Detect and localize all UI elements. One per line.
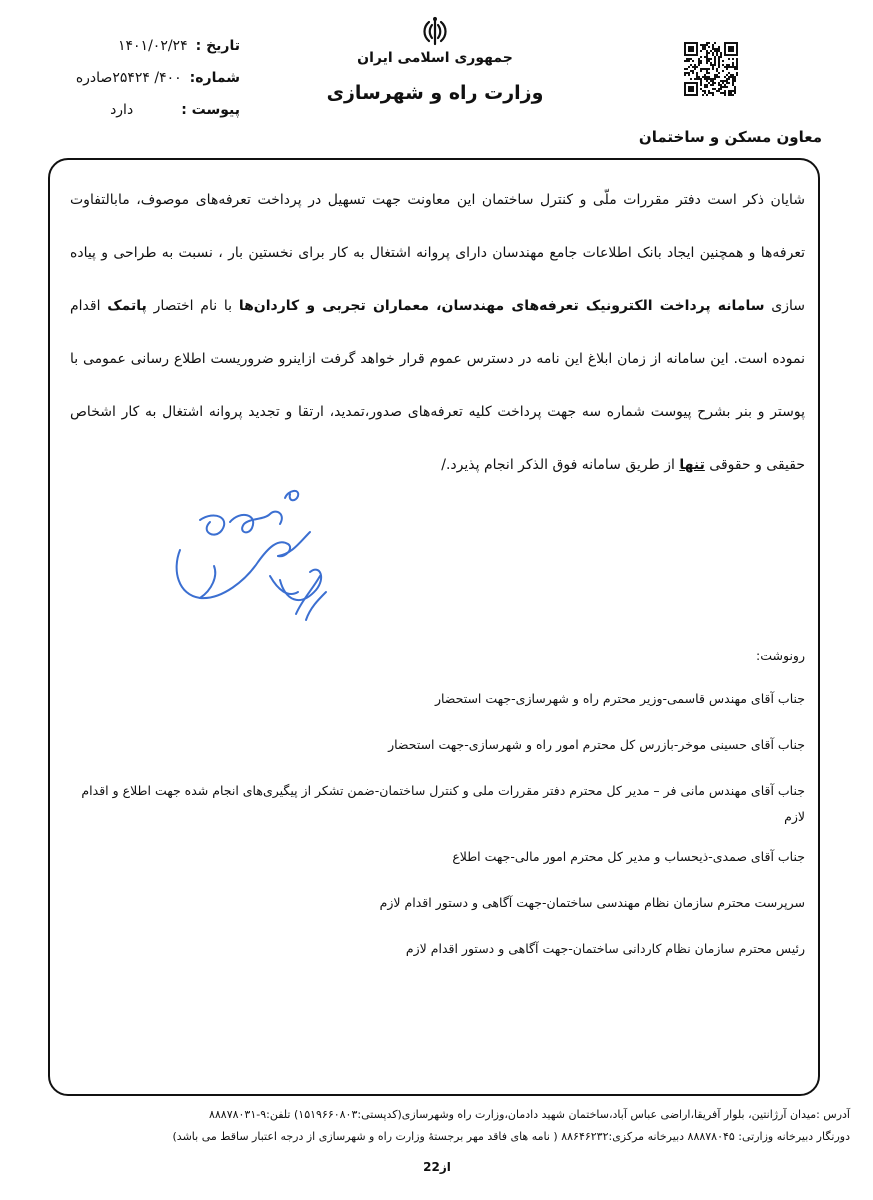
body-paragraph-3: اقدام نموده است. این سامانه از زمان ابلاغ این نامه در دسترس عموم قرار خواهد گرفت ازاینرو ضروریست اطلاع رسانی عمومی با پوستر و بنر بشرح پیوست شماره سه جهت پرداخت کلیه تعرفه‌های صدور،تمدید، ارتقا و تجدید پروانه اشتغال به کار اشخاص حقیقی و حقوقی: [70, 298, 805, 473]
letter-footer: [30, 1104, 850, 1148]
footer-contact: دورنگار دبیرخانه وزارتی: ۸۸۸۷۸۰۴۵ دبیرخانه مرکزی:۸۸۶۴۶۲۳۲ ( نامه های فاقد مهر برجستهٔ وزارت راه و شهرسازی از درجه اعتبار ساقط می باشد): [172, 1130, 850, 1143]
body-paragraph-2: با نام اختصار: [153, 298, 233, 314]
deputy-title: معاون مسکن و ساختمان: [638, 128, 822, 146]
footer-address: آدرس :میدان آرژانتین، بلوار آفریقا،اراضی عباس آباد،ساختمان شهید دادمان،وزارت راه وشهرسازی(کدپستی:۱۵۱۹۶۶۰۸۰۳) تلفن:۹-۸۸۸۷۸۰۳۱: [208, 1108, 850, 1121]
acronym: پاتمک: [107, 298, 147, 314]
date-label: تاریخ :: [195, 38, 240, 54]
only-emphasis: تنها: [679, 457, 705, 473]
cc-item: جناب آقای مهندس قاسمی-وزیر محترم راه و شهرسازی-جهت استحضار: [434, 691, 805, 706]
handwritten-signature: [160, 480, 340, 630]
number-row: [40, 62, 240, 94]
attachment-label: پیوست :: [181, 102, 240, 118]
page-number: 2از2: [423, 1160, 451, 1174]
qr-code-icon: [684, 42, 738, 96]
cc-heading: رونوشت:: [756, 648, 805, 663]
cc-item: رئیس محترم سازمان نظام کاردانی ساختمان-جهت آگاهی و دستور اقدام لازم: [405, 941, 805, 956]
letter-meta: [40, 30, 240, 126]
cc-item: جناب آقای مهندس مانی فر – مدیر کل محترم دفتر مقررات ملی و کنترل ساختمان-ضمن تشکر از پیگیری‌های انجام شده جهت اطلاع و اقدام لازم: [81, 783, 805, 824]
date-value: ۱۴۰۱/۰۲/۲۴: [118, 38, 188, 54]
cc-item: جناب آقای صمدی-ذیحساب و مدیر کل محترم امور مالی-جهت اطلاع: [452, 849, 805, 864]
letter-body: [70, 174, 805, 492]
number-label: شماره:: [189, 70, 240, 86]
system-name: سامانه پرداخت الکترونیک تعرفه‌های مهندسان، معماران تجربی و کاردان‌ها: [238, 298, 765, 314]
cc-item: جناب آقای حسینی موخر-بازرس کل محترم امور راه و شهرسازی-جهت استحضار: [388, 737, 805, 752]
attachment-value: دارد: [110, 102, 134, 118]
number-value: ۴۰۰/ ۲۵۴۲۴صادره: [75, 70, 182, 86]
ministry-title: وزارت راه و شهرسازی: [326, 82, 544, 104]
body-paragraph-4: از طریق سامانه فوق الذکر انجام پذیرد./: [441, 457, 675, 473]
date-row: [40, 30, 240, 62]
republic-title: جمهوری اسلامی ایران: [357, 50, 513, 66]
cc-item: سرپرست محترم سازمان نظام مهندسی ساختمان-جهت آگاهی و دستور اقدام لازم: [379, 895, 805, 910]
attachment-row: [40, 94, 240, 126]
iran-emblem-icon: [418, 14, 452, 48]
body-paragraph-1: شایان ذکر است دفتر مقررات ملّی و کنترل ساختمان این معاونت جهت تسهیل در پرداخت تعرفه‌های موصوف، مابالتفاوت تعرفه‌ها و همچنین ایجاد بانک اطلاعات جامع مهندسان دارای پروانه اشتغال به کار برای نخستین بار ، نسبت به طراحی و پیاده سازی: [70, 192, 805, 314]
